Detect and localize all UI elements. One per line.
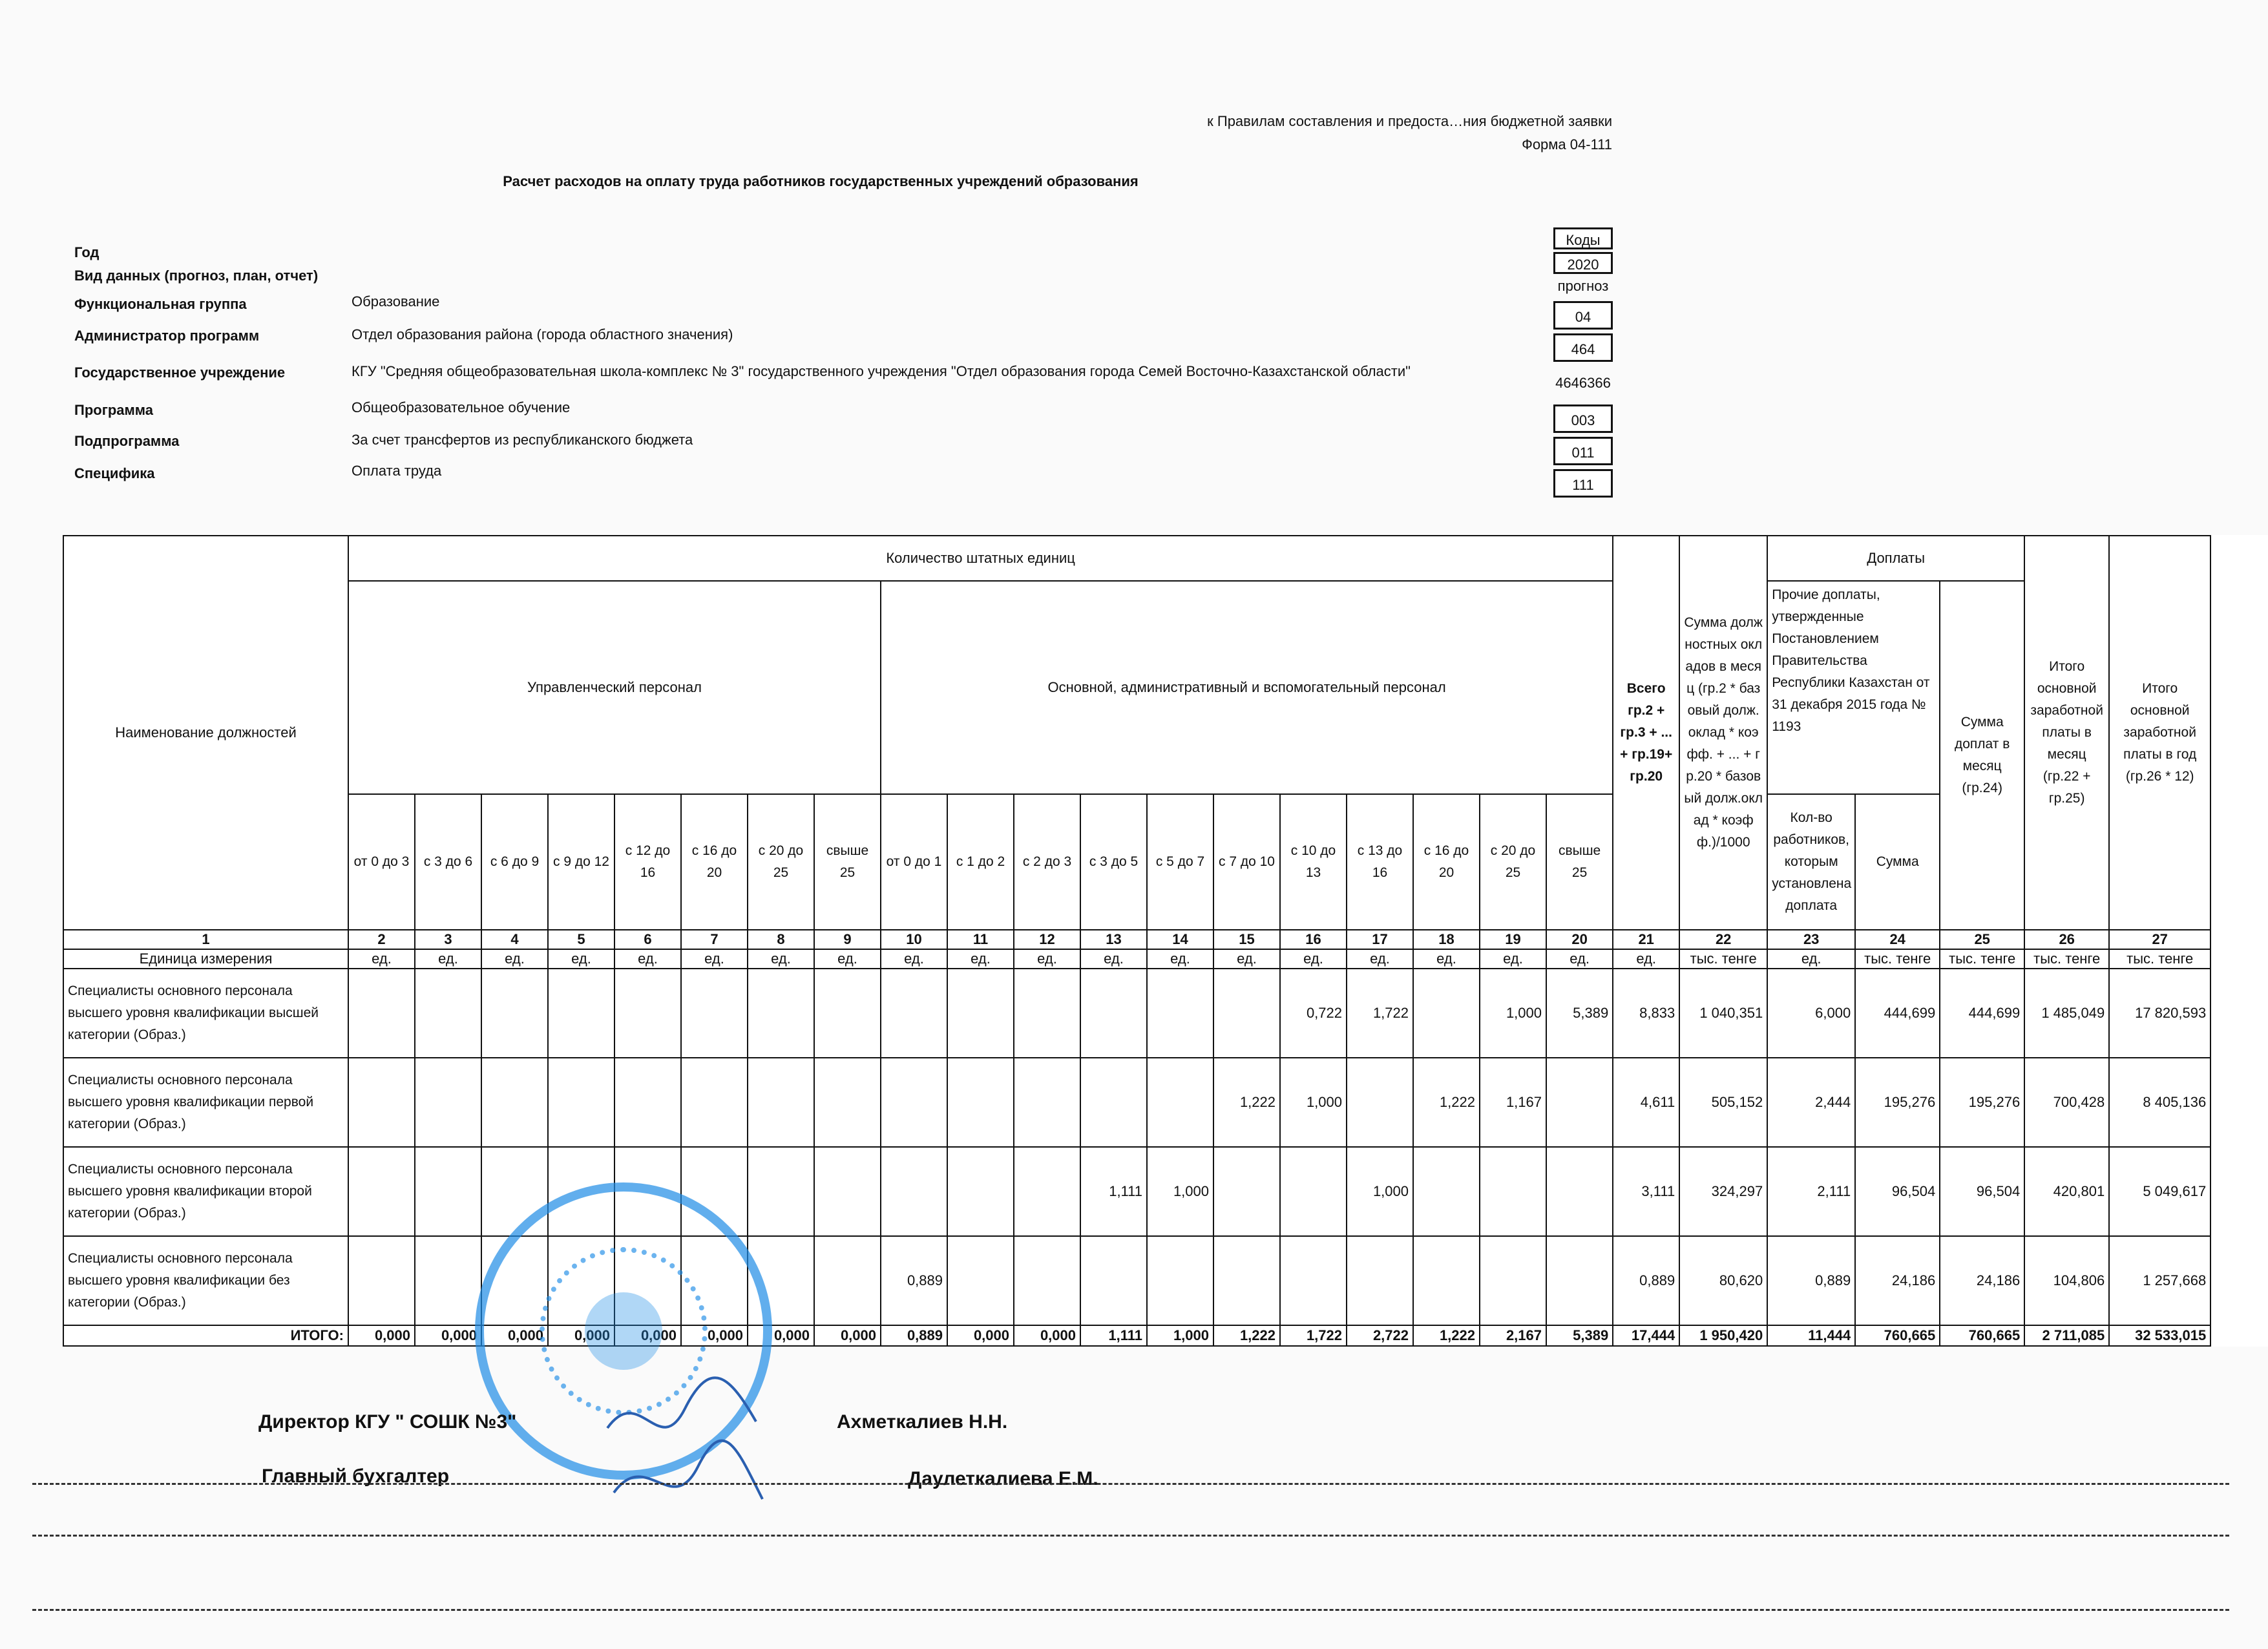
table-cell <box>881 1058 947 1147</box>
column-number: 12 <box>1014 930 1080 949</box>
table-cell: 420,801 <box>2024 1147 2109 1236</box>
column-number: 15 <box>1213 930 1280 949</box>
range-header: с 9 до 12 <box>548 794 614 930</box>
table-cell <box>1014 969 1080 1058</box>
unit-cell: ед. <box>614 949 681 969</box>
unit-cell: ед. <box>1347 949 1413 969</box>
unit-cell: ед. <box>1413 949 1480 969</box>
range-header: с 10 до 13 <box>1280 794 1347 930</box>
table-cell: 17 820,593 <box>2109 969 2210 1058</box>
range-header: от 0 до 1 <box>881 794 947 930</box>
table-cell: 1 040,351 <box>1679 969 1767 1058</box>
column-number: 18 <box>1413 930 1480 949</box>
table-cell <box>1213 969 1280 1058</box>
code-program: 003 <box>1553 404 1613 433</box>
table-cell: 1,000 <box>1147 1147 1213 1236</box>
column-number: 19 <box>1480 930 1546 949</box>
table-cell: 1,222 <box>1213 1058 1280 1147</box>
table-cell <box>748 1058 814 1147</box>
total-cell: 0,000 <box>481 1325 548 1346</box>
subprogram-value: За счет трансфертов из республиканского бюджета <box>352 432 693 448</box>
total-cell: 0,000 <box>681 1325 748 1346</box>
table-cell <box>814 1147 881 1236</box>
unit-cell: ед. <box>1080 949 1147 969</box>
table-cell <box>415 1058 481 1147</box>
total-units-header: Всего гр.2 + гр.3 + ... + гр.19+ гр.20 <box>1613 536 1679 930</box>
table-cell <box>1213 1236 1280 1325</box>
accountant-label: Главный бухгалтер <box>262 1465 450 1487</box>
total-cell: 1,222 <box>1213 1325 1280 1346</box>
table-cell: 505,152 <box>1679 1058 1767 1147</box>
table-cell <box>1147 969 1213 1058</box>
func-group-value: Образование <box>352 293 440 310</box>
table-cell <box>1080 1058 1147 1147</box>
total-cell: 5,389 <box>1546 1325 1613 1346</box>
table-row <box>63 969 2268 1058</box>
range-header: с 20 до 25 <box>748 794 814 930</box>
unit-cell: ед. <box>881 949 947 969</box>
table-cell <box>947 1236 1014 1325</box>
table-cell: 8,833 <box>1613 969 1679 1058</box>
table-cell <box>1080 969 1147 1058</box>
table-cell <box>548 1058 614 1147</box>
subprogram-label: Подпрограмма <box>74 433 180 449</box>
table-cell <box>348 969 415 1058</box>
range-header: с 1 до 2 <box>947 794 1014 930</box>
range-header: с 16 до 20 <box>681 794 748 930</box>
table-cell: 1,167 <box>1480 1058 1546 1147</box>
surcharge-sum-header: Сумма доплат в месяц (гр.24) <box>1940 581 2024 930</box>
range-header: свыше 25 <box>814 794 881 930</box>
table-cell: 5,389 <box>1546 969 1613 1058</box>
column-number: 13 <box>1080 930 1147 949</box>
rules-reference: к Правилам составления и предоста…ния бюджетной заявки <box>1207 113 1612 129</box>
table-cell <box>814 969 881 1058</box>
surcharges-header: Доплаты <box>1767 536 2024 581</box>
column-number: 16 <box>1280 930 1347 949</box>
unit-cell: ед. <box>1480 949 1546 969</box>
director-name: Ахметкалиев Н.Н. <box>837 1411 1008 1433</box>
total-cell: 0,000 <box>614 1325 681 1346</box>
total-cell: 0,889 <box>881 1325 947 1346</box>
accountant-name: Даулеткалиева Е.М. <box>908 1468 1098 1489</box>
column-number: 20 <box>1546 930 1613 949</box>
table-cell: 1,111 <box>1080 1147 1147 1236</box>
column-number-row <box>63 930 2268 949</box>
total-row <box>63 1325 2268 1346</box>
table-cell: 2,444 <box>1767 1058 1855 1147</box>
unit-cell: тыс. тенге <box>1940 949 2024 969</box>
table-cell: 195,276 <box>1940 1058 2024 1147</box>
staff-units-header: Количество штатных единиц <box>348 536 1613 581</box>
code-func-group: 04 <box>1553 301 1613 330</box>
total-label: ИТОГО: <box>63 1325 348 1346</box>
total-cell: 11,444 <box>1767 1325 1855 1346</box>
table-cell <box>1280 1236 1347 1325</box>
unit-cell: тыс. тенге <box>1855 949 1940 969</box>
unit-cell: тыс. тенге <box>2024 949 2109 969</box>
column-number: 8 <box>748 930 814 949</box>
table-cell <box>415 1147 481 1236</box>
monthly-total-header: Итого основной заработной платы в месяц (гр.22 + гр.25) <box>2024 536 2109 930</box>
program-value: Общеобразовательное обучение <box>352 399 571 415</box>
table-cell: 6,000 <box>1767 969 1855 1058</box>
unit-cell: ед. <box>1546 949 1613 969</box>
workers-count-header: Кол-во работников, которым установлена доплата <box>1767 794 1855 930</box>
table-cell <box>348 1147 415 1236</box>
total-cell: 0,000 <box>548 1325 614 1346</box>
admin-label: Администратор программ <box>74 328 260 344</box>
unit-cell: ед. <box>1280 949 1347 969</box>
table-cell <box>1014 1058 1080 1147</box>
table-cell: 104,806 <box>2024 1236 2109 1325</box>
column-number: 17 <box>1347 930 1413 949</box>
program-label: Программа <box>74 402 154 418</box>
table-cell: 1,722 <box>1347 969 1413 1058</box>
divider <box>32 1535 2229 1537</box>
position-name: Специалисты основного персонала высшего уровня квалификации высшей категории (Образ.) <box>63 969 348 1058</box>
column-number: 4 <box>481 930 548 949</box>
table-cell: 24,186 <box>1940 1236 2024 1325</box>
table-cell <box>415 969 481 1058</box>
divider <box>32 1609 2229 1611</box>
column-number: 11 <box>947 930 1014 949</box>
table-cell <box>481 1058 548 1147</box>
column-number: 22 <box>1679 930 1767 949</box>
unit-cell: ед. <box>814 949 881 969</box>
unit-cell: ед. <box>1613 949 1679 969</box>
total-cell: 17,444 <box>1613 1325 1679 1346</box>
table-cell <box>814 1236 881 1325</box>
func-group-label: Функциональная группа <box>74 296 247 312</box>
total-cell: 0,000 <box>415 1325 481 1346</box>
table-cell: 444,699 <box>1855 969 1940 1058</box>
table-row <box>63 1147 2268 1236</box>
table-cell: 1,000 <box>1347 1147 1413 1236</box>
main-staff-header: Основной, административный и вспомогательный персонал <box>881 581 1613 794</box>
range-header: с 5 до 7 <box>1147 794 1213 930</box>
table-cell <box>1413 1236 1480 1325</box>
table-cell: 5 049,617 <box>2109 1147 2210 1236</box>
unit-cell: ед. <box>481 949 548 969</box>
table-cell <box>1080 1236 1147 1325</box>
year-label: Год <box>74 244 100 260</box>
table-cell: 324,297 <box>1679 1147 1767 1236</box>
institution-value: КГУ "Средняя общеобразовательная школа-комплекс № 3" государственного учреждения "Отдел образования города Семей Восточно-Казахстанской области" <box>352 363 1411 379</box>
table-cell: 2,111 <box>1767 1147 1855 1236</box>
total-cell: 1,722 <box>1280 1325 1347 1346</box>
column-number: 25 <box>1940 930 2024 949</box>
total-cell: 2,722 <box>1347 1325 1413 1346</box>
total-cell: 760,665 <box>1855 1325 1940 1346</box>
table-cell: 24,186 <box>1855 1236 1940 1325</box>
table-cell <box>814 1058 881 1147</box>
table-cell <box>681 969 748 1058</box>
unit-cell: тыс. тенге <box>1679 949 1767 969</box>
table-cell: 0,889 <box>1767 1236 1855 1325</box>
codes-header: Коды <box>1553 227 1613 249</box>
total-cell: 0,000 <box>748 1325 814 1346</box>
column-number: 2 <box>348 930 415 949</box>
code-specific: 111 <box>1553 469 1613 498</box>
table-cell <box>947 969 1014 1058</box>
units-label: Единица измерения <box>63 949 348 969</box>
range-header: с 20 до 25 <box>1480 794 1546 930</box>
table-cell <box>481 969 548 1058</box>
table-cell <box>1280 1147 1347 1236</box>
unit-cell: ед. <box>548 949 614 969</box>
position-name: Специалисты основного персонала высшего уровня квалификации без категории (Образ.) <box>63 1236 348 1325</box>
table-cell <box>614 1058 681 1147</box>
table-cell: 96,504 <box>1855 1147 1940 1236</box>
range-header: с 7 до 10 <box>1213 794 1280 930</box>
table-cell <box>415 1236 481 1325</box>
other-surcharges-header: Прочие доплаты, утвержденные Постановлением Правительства Республики Казахстан от 31 декабря 2015 года № 1193 <box>1767 581 1940 794</box>
table-cell <box>681 1058 748 1147</box>
payroll-table <box>63 535 2268 1347</box>
code-institution: 4646366 <box>1555 375 1611 391</box>
mgmt-staff-header: Управленческий персонал <box>348 581 881 794</box>
table-cell <box>1147 1058 1213 1147</box>
table-cell <box>748 969 814 1058</box>
table-cell <box>1480 1147 1546 1236</box>
unit-cell: тыс. тенге <box>2109 949 2210 969</box>
table-cell <box>1546 1147 1613 1236</box>
column-number: 9 <box>814 930 881 949</box>
table-cell: 700,428 <box>2024 1058 2109 1147</box>
table-cell: 1,222 <box>1413 1058 1480 1147</box>
table-cell: 1,000 <box>1280 1058 1347 1147</box>
table-cell <box>1347 1236 1413 1325</box>
table-cell <box>1147 1236 1213 1325</box>
table-cell <box>1213 1147 1280 1236</box>
range-header: с 13 до 16 <box>1347 794 1413 930</box>
table-cell: 4,611 <box>1613 1058 1679 1147</box>
data-type-label: Вид данных (прогноз, план, отчет) <box>74 268 319 284</box>
total-cell: 32 533,015 <box>2109 1325 2210 1346</box>
table-cell: 96,504 <box>1940 1147 2024 1236</box>
code-subprogram: 011 <box>1553 437 1613 465</box>
table-cell <box>947 1058 1014 1147</box>
table-cell <box>1480 1236 1546 1325</box>
range-header: с 12 до 16 <box>614 794 681 930</box>
specific-value: Оплата труда <box>352 463 442 479</box>
table-cell <box>748 1147 814 1236</box>
unit-cell: ед. <box>1767 949 1855 969</box>
form-reference <box>1207 110 1612 156</box>
unit-cell: ед. <box>748 949 814 969</box>
divider <box>32 1483 2229 1485</box>
unit-cell: ед. <box>1014 949 1080 969</box>
table-cell <box>1014 1147 1080 1236</box>
total-cell: 1 950,420 <box>1679 1325 1767 1346</box>
table-cell <box>1347 1058 1413 1147</box>
total-cell: 1,000 <box>1147 1325 1213 1346</box>
table-cell <box>348 1058 415 1147</box>
table-row <box>63 1058 2268 1147</box>
total-cell: 0,000 <box>947 1325 1014 1346</box>
table-cell: 0,722 <box>1280 969 1347 1058</box>
column-number: 14 <box>1147 930 1213 949</box>
table-cell: 0,889 <box>881 1236 947 1325</box>
unit-cell: ед. <box>947 949 1014 969</box>
table-cell <box>1546 1236 1613 1325</box>
total-cell: 2 711,085 <box>2024 1325 2109 1346</box>
total-cell: 0,000 <box>348 1325 415 1346</box>
total-cell: 2,167 <box>1480 1325 1546 1346</box>
admin-value: Отдел образования района (города областного значения) <box>352 326 733 342</box>
institution-label: Государственное учреждение <box>74 364 286 381</box>
table-cell <box>348 1236 415 1325</box>
total-cell: 760,665 <box>1940 1325 2024 1346</box>
column-number: 21 <box>1613 930 1679 949</box>
unit-cell: ед. <box>348 949 415 969</box>
unit-row <box>63 949 2268 969</box>
document-title: Расчет расходов на оплату труда работников государственных учреждений образования <box>503 173 1139 189</box>
table-cell <box>1546 1058 1613 1147</box>
specific-label: Специфика <box>74 465 155 481</box>
form-number: Форма 04-111 <box>1522 136 1612 152</box>
range-header: с 16 до 20 <box>1413 794 1480 930</box>
unit-cell: ед. <box>1147 949 1213 969</box>
col-position-name-header: Наименование должностей <box>63 536 348 930</box>
column-number: 26 <box>2024 930 2109 949</box>
unit-cell: ед. <box>1213 949 1280 969</box>
total-cell: 0,000 <box>1014 1325 1080 1346</box>
table-row <box>63 1236 2268 1325</box>
column-number: 27 <box>2109 930 2210 949</box>
table-cell <box>614 969 681 1058</box>
column-number: 6 <box>614 930 681 949</box>
column-number: 3 <box>415 930 481 949</box>
range-header: с 3 до 5 <box>1080 794 1147 930</box>
table-cell: 3,111 <box>1613 1147 1679 1236</box>
director-label: Директор КГУ " СОШК №3" <box>258 1411 517 1433</box>
table-cell <box>881 1147 947 1236</box>
position-name: Специалисты основного персонала высшего уровня квалификации второй категории (Образ.) <box>63 1147 348 1236</box>
column-number: 5 <box>548 930 614 949</box>
table-cell: 444,699 <box>1940 969 2024 1058</box>
table-cell: 80,620 <box>1679 1236 1767 1325</box>
column-number: 23 <box>1767 930 1855 949</box>
column-number: 10 <box>881 930 947 949</box>
unit-cell: ед. <box>681 949 748 969</box>
stamp-emblem <box>585 1292 662 1370</box>
table-cell: 195,276 <box>1855 1058 1940 1147</box>
annual-total-header: Итого основной заработной платы в год (гр.26 * 12) <box>2109 536 2210 930</box>
table-cell: 1 485,049 <box>2024 969 2109 1058</box>
code-data-type: прогноз <box>1557 278 1609 294</box>
table-cell <box>1413 969 1480 1058</box>
surcharge-amount-header: Сумма <box>1855 794 1940 930</box>
range-header: с 2 до 3 <box>1014 794 1080 930</box>
column-number: 1 <box>63 930 348 949</box>
table-cell: 1,000 <box>1480 969 1546 1058</box>
table-cell: 8 405,136 <box>2109 1058 2210 1147</box>
table-cell <box>881 969 947 1058</box>
total-cell: 1,111 <box>1080 1325 1147 1346</box>
column-number: 24 <box>1855 930 1940 949</box>
code-admin: 464 <box>1553 333 1613 362</box>
table-cell <box>548 969 614 1058</box>
table-cell: 1 257,668 <box>2109 1236 2210 1325</box>
table-cell <box>947 1147 1014 1236</box>
range-header: с 6 до 9 <box>481 794 548 930</box>
table-cell <box>1413 1147 1480 1236</box>
unit-cell: ед. <box>415 949 481 969</box>
range-header: свыше 25 <box>1546 794 1613 930</box>
signature-scribble <box>601 1370 769 1525</box>
position-name: Специалисты основного персонала высшего уровня квалификации первой категории (Образ.) <box>63 1058 348 1147</box>
code-year: 2020 <box>1553 252 1613 274</box>
table-cell: 0,889 <box>1613 1236 1679 1325</box>
range-header: с 3 до 6 <box>415 794 481 930</box>
total-cell: 0,000 <box>814 1325 881 1346</box>
table-cell <box>1014 1236 1080 1325</box>
total-cell: 1,222 <box>1413 1325 1480 1346</box>
salary-sum-header: Сумма должностных окладов в месяц (гр.2 * базовый долж.оклад * коэфф. + ... + гр.20 * базовый долж.оклад * коэфф.)/1000 <box>1679 536 1767 930</box>
range-header: от 0 до 3 <box>348 794 415 930</box>
column-number: 7 <box>681 930 748 949</box>
